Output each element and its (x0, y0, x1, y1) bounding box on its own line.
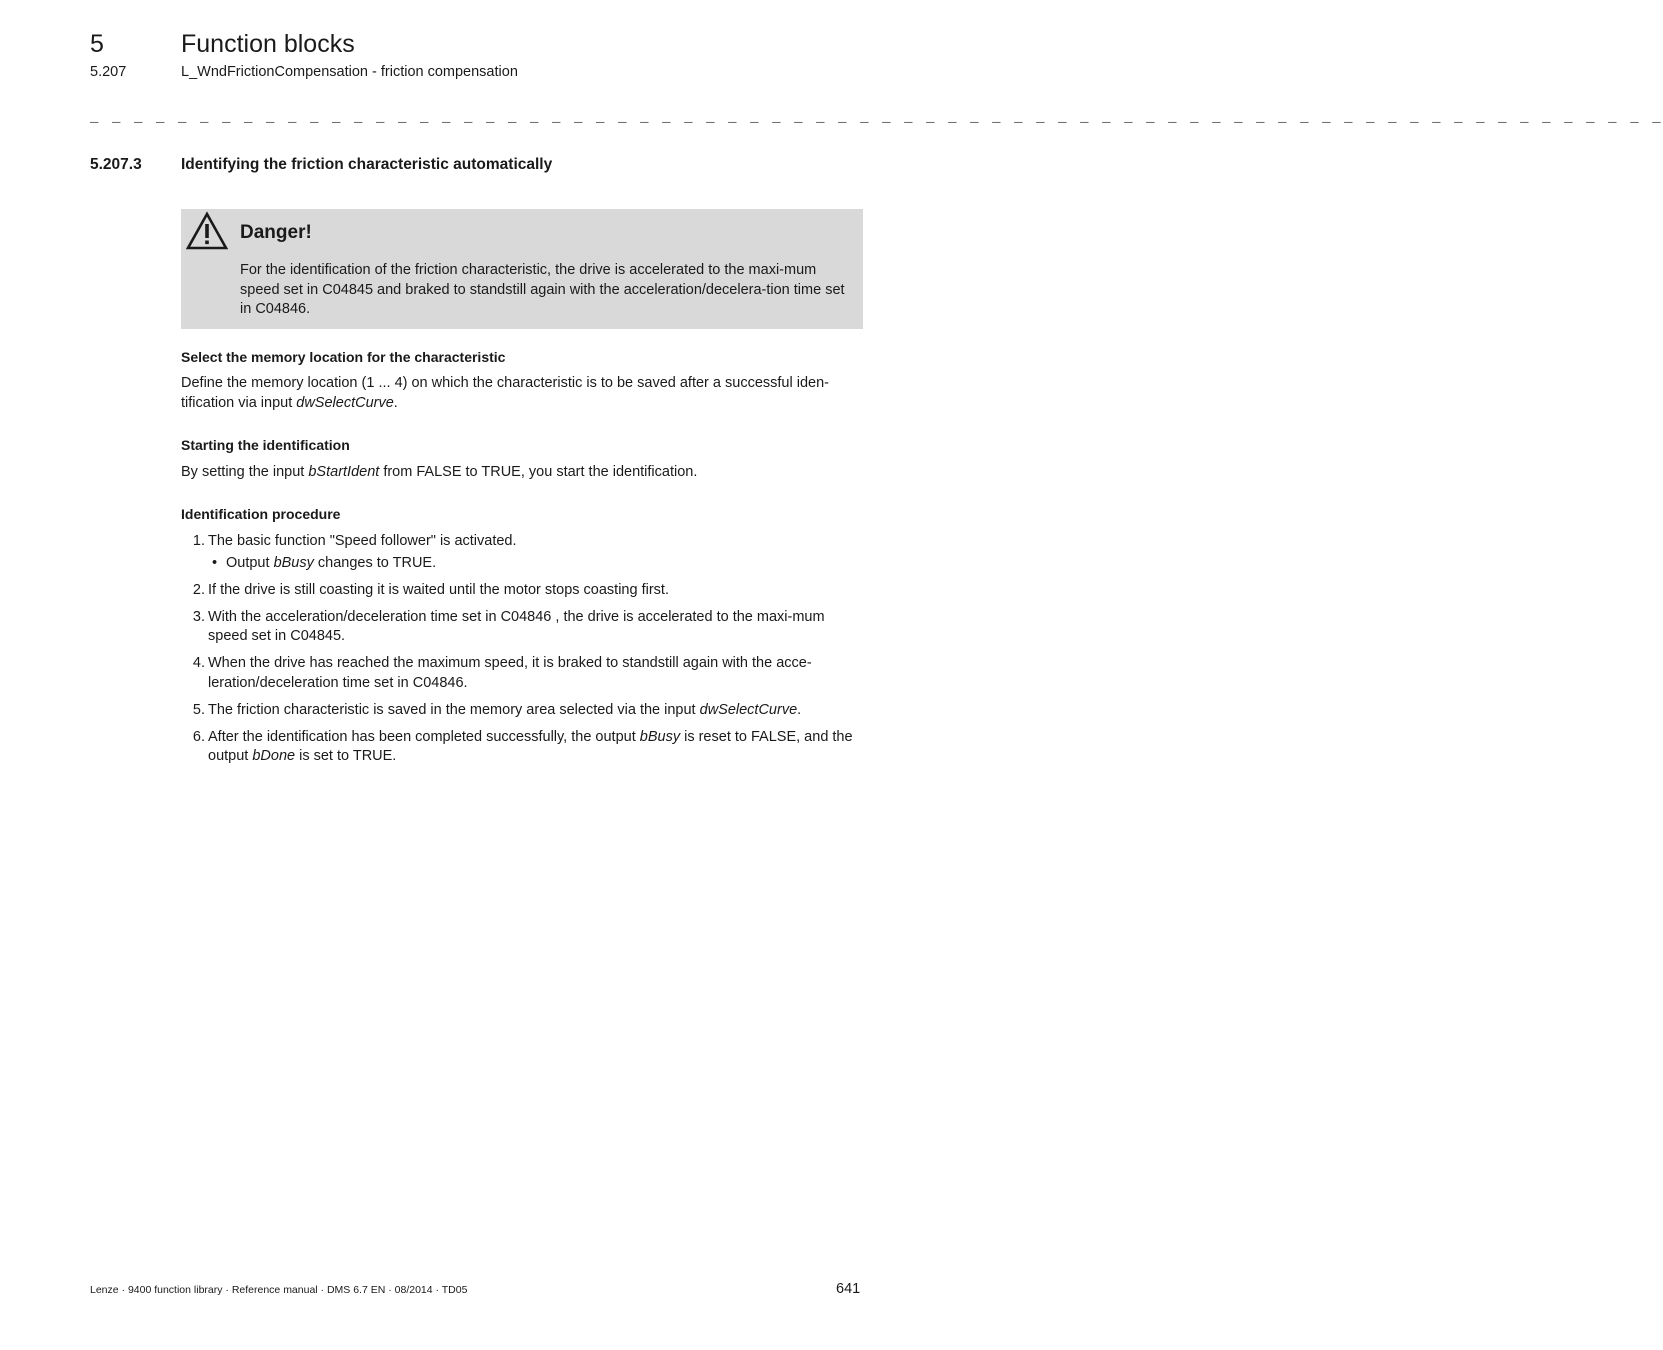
subsection-number: 5.207.3 (90, 156, 142, 173)
page-number: 641 (836, 1281, 861, 1297)
footer-document-info: Lenze · 9400 function library · Reference manual · DMS 6.7 EN · 08/2014 · TD05 (90, 1284, 468, 1296)
danger-title: Danger! (240, 222, 312, 243)
warning-triangle-icon (185, 211, 229, 251)
chapter-title: Function blocks (181, 30, 355, 58)
section-number: 5.207 (90, 64, 127, 80)
procedure-heading: Identification procedure (181, 506, 341, 522)
list-item: 5. The friction characteristic is saved in the memory area selected via the input dwSelectCurve. (192, 701, 802, 718)
danger-notice (181, 209, 863, 329)
procedure-list (181, 532, 863, 774)
starting-heading: Starting the identification (181, 437, 350, 453)
chapter-number: 5 (90, 30, 104, 58)
list-item: 4. When the drive has reached the maximum speed, it is braked to standstill again with the acce-leration/deceleration time set in C04846. (192, 655, 812, 691)
memory-location-text: Define the memory location (1 ... 4) on which the characteristic is to be saved after a successful iden-tification via input dwSelectCurve. (181, 375, 829, 411)
subsection-title: Identifying the friction characteristic automatically (181, 156, 553, 173)
list-item: 2. If the drive is still coasting it is waited until the motor stops coasting first. (192, 581, 669, 598)
memory-location-heading: Select the memory location for the characteristic (181, 349, 506, 365)
header-separator: _ _ _ _ _ _ _ _ _ _ _ _ _ _ _ _ _ _ _ _ _ _ _ _ _ _ _ _ _ _ _ _ _ _ _ _ _ _ _ _ _ _ _ _ _ _ _ _ _ _ _ _ _ _ _ _ _ _ _ _ _ _ _ _ _ _ _ _ _ _ _ _ (90, 110, 1663, 126)
starting-text: By setting the input bStartIdent from FALSE to TRUE, you start the identification. (181, 464, 698, 480)
danger-text: For the identification of the friction characteristic, the drive is accelerated to the maxi-mum speed set in C04845 and braked to standstill again with the acceleration/decelera-tion time set in C04846. (240, 262, 845, 317)
list-item: 1. The basic function "Speed follower" is activated. • Output bBusy changes to TRUE. (181, 532, 863, 573)
list-item: 6. After the identification has been completed successfully, the output bBusy is reset to FALSE, and the output bDone is set to TRUE. (192, 728, 853, 764)
section-title: L_WndFrictionCompensation - friction compensation (181, 64, 518, 80)
sub-bullet: • Output bBusy changes to TRUE. (212, 554, 437, 571)
list-item: 3. With the acceleration/deceleration time set in C04846 , the drive is accelerated to the maxi-mum speed set in C04845. (192, 608, 825, 644)
